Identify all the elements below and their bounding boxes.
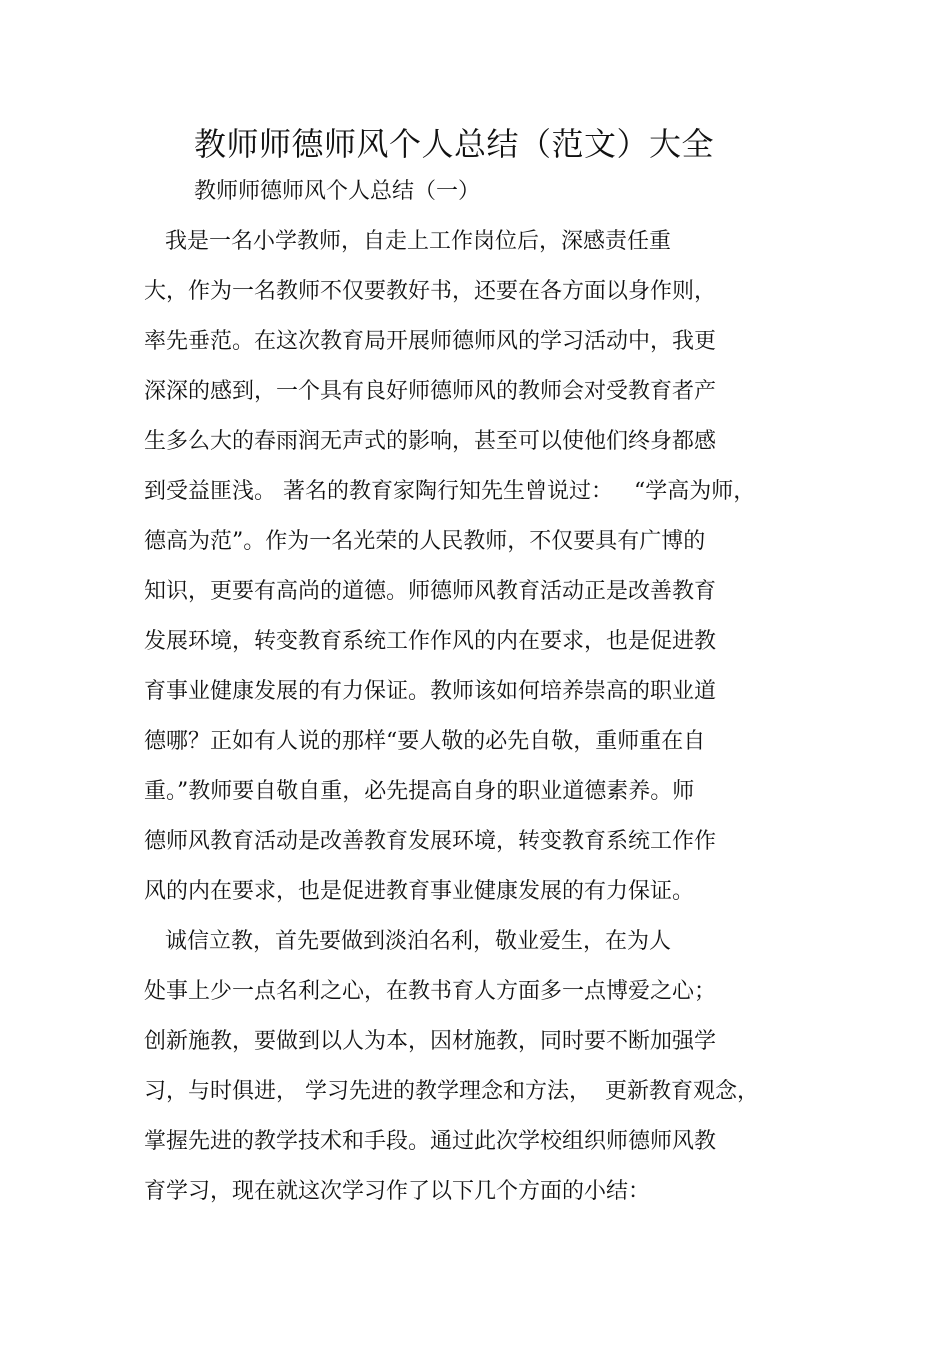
paragraph-line: 深深的感到，一个具有良好师德师风的教师会对受教育者产 xyxy=(144,379,717,404)
paragraph-line: 风的内在要求，也是促进教育事业健康发展的有力保证。 xyxy=(144,879,695,904)
document-title: 教师师德师风个人总结（范文）大全 xyxy=(194,125,715,163)
document-subtitle: 教师师德师风个人总结（一） xyxy=(194,179,481,204)
paragraph-line: 习，与时俱进， 学习先进的教学理念和方法， 更新教育观念， xyxy=(144,1079,759,1104)
paragraph-line: 发展环境，转变教育系统工作作风的内在要求，也是促进教 xyxy=(144,629,717,654)
paragraph-line: 德哪？正如有人说的那样“要人敬的必先自敬，重师重在自 xyxy=(144,729,706,754)
paragraph-line: 德师风教育活动是改善教育发展环境，转变教育系统工作作 xyxy=(144,829,717,854)
paragraph-line: 率先垂范。在这次教育局开展师德师风的学习活动中，我更 xyxy=(144,329,717,354)
paragraph-line: 德高为范”。作为一名光荣的人民教师，不仅要具有广博的 xyxy=(144,529,706,554)
paragraph-line: 重。”教师要自敬自重，必先提高自身的职业道德素养。师 xyxy=(144,779,695,804)
paragraph-line: 创新施教，要做到以人为本，因材施教，同时要不断加强学 xyxy=(144,1029,717,1054)
paragraph-line: 处事上少一点名利之心，在教书育人方面多一点博爱之心； xyxy=(144,979,717,1004)
paragraph-line: 大，作为一名教师不仅要教好书，还要在各方面以身作则， xyxy=(144,279,717,304)
paragraph-line: 到受益匪浅。 著名的教育家陶行知先生曾说过： “学高为师， xyxy=(144,479,756,504)
paragraph-line: 我是一名小学教师，自走上工作岗位后，深感责任重 xyxy=(144,229,671,254)
paragraph-line: 育事业健康发展的有力保证。教师该如何培养崇高的职业道 xyxy=(144,679,717,704)
paragraph-line: 掌握先进的教学技术和手段。通过此次学校组织师德师风教 xyxy=(144,1129,717,1154)
paragraph-line: 育学习，现在就这次学习作了以下几个方面的小结： xyxy=(144,1179,651,1204)
paragraph-line: 诚信立教，首先要做到淡泊名利，敬业爱生，在为人 xyxy=(144,929,671,954)
paragraph-line: 知识，更要有高尚的道德。师德师风教育活动正是改善教育 xyxy=(144,579,717,604)
paragraph-line: 生多么大的春雨润无声式的影响，甚至可以使他们终身都感 xyxy=(144,429,717,454)
